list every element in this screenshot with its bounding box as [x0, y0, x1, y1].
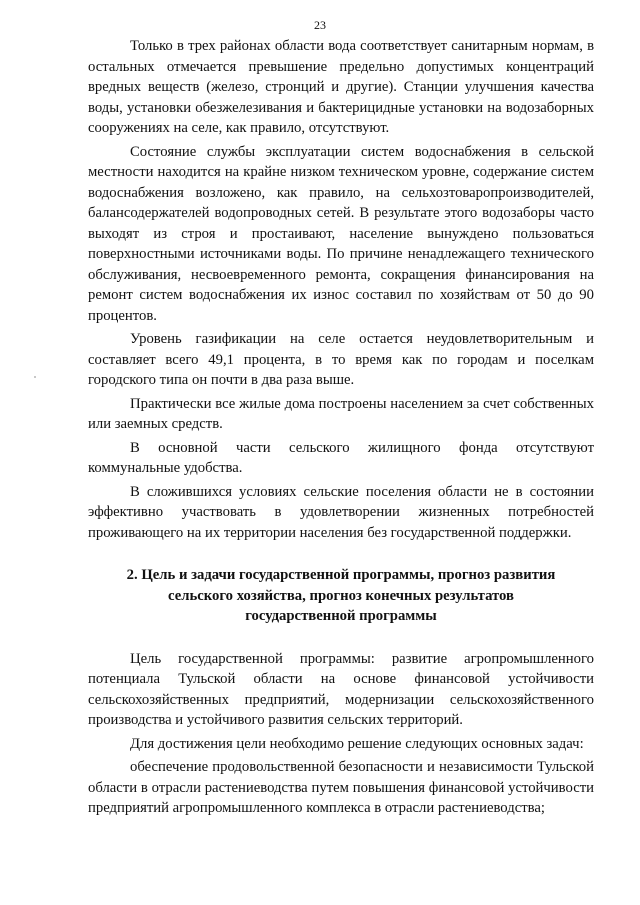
paragraph-water-supply-service: Состояние службы эксплуатации систем водоснабжения в сельской местности находится на крайне низком техническом уровне, содержание систем водоснабжения возложено, как правило, на сельхозтоваропроизводителей, балансодержателей водопроводных сетей. В результате этого водозаборы часто выходят из строя и простаивают, население вынуждено пользоваться поверхностными источниками воды. По причине ненадлежащего технического обслуживания, несвоевременного ремонта, сокращения финансирования на ремонт систем водоснабжения их износ составил по хозяйствам от 50 до 90 процентов.: [88, 143, 594, 324]
paragraph-water-quality: Только в трех районах области вода соответствует санитарным нормам, в остальных отмечается превышение предельно допустимых концентраций вредных веществ (железо, стронций и другие). Станции улучшения качества воды, установки обезжелезивания и бактерицидные установки на водозаборных сооружениях на селе, как правило, отсутствуют.: [88, 38, 594, 136]
paragraph-gasification: Уровень газификации на селе остается неудовлетворительным и составляет всего 49,1 процента, в то время как по городам и поселкам городского типа он почти в два раза выше.: [88, 331, 594, 388]
scan-speck: [34, 376, 36, 378]
paragraph-housing-amenities: В основной части сельского жилищного фонда отсутствуют коммунальные удобства.: [88, 439, 594, 476]
section-heading: 2. Цель и задачи государственной программы, прогноз развития сельского хозяйства, прогноз конечных результатов государственной программы: [126, 567, 556, 624]
page-number: 23: [314, 18, 326, 32]
paragraph-state-support: В сложившихся условиях сельские поселения области не в состоянии эффективно участвовать в удовлетворении жизненных потребностей проживающего на их территории населения без государственной поддержки.: [88, 483, 594, 541]
paragraph-program-goal: Цель государственной программы: развитие агропромышленного потенциала Тульской области на основе финансовой устойчивости сельскохозяйственных предприятий, модернизации сельскохозяйственного производства и устойчивого развития сельских территорий.: [88, 650, 594, 728]
paragraph-housing-construction: Практически все жилые дома построены населением за счет собственных или заемных средств.: [88, 395, 594, 432]
paragraph-tasks-intro: Для достижения цели необходимо решение следующих основных задач:: [130, 735, 584, 752]
paragraph-task-food-security: обеспечение продовольственной безопасности и независимости Тульской области в отрасли растениеводства путем повышения финансовой устойчивости предприятий агропромышленного комплекса в отрасли растениеводства;: [88, 759, 594, 816]
document-body: [88, 36, 594, 822]
